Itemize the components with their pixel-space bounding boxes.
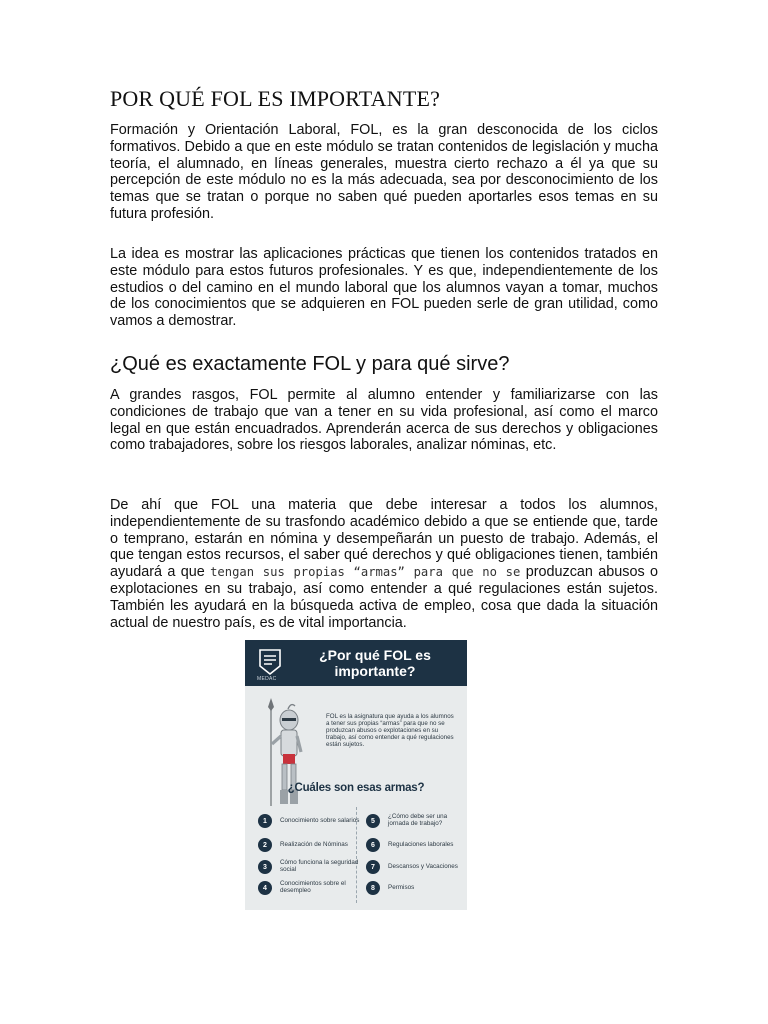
weapon-item bbox=[258, 810, 360, 832]
item-label: ¿Cómo debe ser una jornada de trabajo? bbox=[388, 813, 448, 827]
item-number-badge: 6 bbox=[366, 838, 380, 852]
weapon-item bbox=[366, 810, 467, 832]
idea-paragraph: La idea es mostrar las aplicaciones prácticas que tienen los contenidos tratados en este módulo para estos futuros profesionales. Y es que, independientemente de los estudios o del camino en el mundo laboral que los alumnos vayan a tomar, muchos de los conocimientos que se adquieren en FOL pueden serle de gran utilidad, como vamos a demostrar. bbox=[110, 246, 658, 330]
item-label: Conocimiento sobre salarios bbox=[280, 816, 360, 824]
weapon-item bbox=[366, 834, 467, 856]
weapon-item bbox=[258, 834, 360, 856]
weapon-item bbox=[366, 877, 467, 899]
item-number-badge: 4 bbox=[258, 881, 272, 895]
item-number-badge: 1 bbox=[258, 814, 272, 828]
infographic-header bbox=[245, 640, 467, 686]
item-number-badge: 8 bbox=[366, 881, 380, 895]
weapon-item bbox=[366, 856, 467, 878]
item-label: Cómo funciona la seguridad social bbox=[280, 859, 359, 873]
item-number-badge: 2 bbox=[258, 838, 272, 852]
page-title: POR QUÉ FOL ES IMPORTANTE? bbox=[110, 86, 441, 111]
item-number-badge: 7 bbox=[366, 860, 380, 874]
item-label: Regulaciones laborales bbox=[388, 840, 454, 848]
logo-text: MEDAC bbox=[257, 676, 277, 682]
item-label: Descansos y Vacaciones bbox=[388, 862, 458, 870]
section-heading: ¿Qué es exactamente FOL y para qué sirve? bbox=[110, 353, 510, 375]
item-label: Conocimientos sobre el desempleo bbox=[280, 880, 346, 894]
item-label: Realización de Nóminas bbox=[280, 840, 348, 848]
intro-paragraph: Formación y Orientación Laboral, FOL, es la gran desconocida de los ciclos formativos. Debido a que en este módulo se tratan contenidos de legislación y mucha teoría, el alumnado, en líneas generales, muestra cierto rechazo a él ya que su percepción de este módulo no es la más adecuada, sea por desconocimiento de los temas que se tratan o porque no saben qué pueden aportarles esos temas en su futura profesión. bbox=[110, 122, 658, 222]
paragraph-text-start: De ahí que FOL una materia que debe interesar a todos los alumnos, independientemente de su trasfondo académico debido a que se entiende que, tarde o temprano, estarán en nómina y desempeñarán un puesto de trabajo. Además, el que tengan estos recursos, el saber qué derechos y qué obligaciones tienen, también ayudará a que bbox=[110, 497, 658, 581]
weapon-item bbox=[258, 856, 360, 878]
medac-logo-icon bbox=[258, 648, 282, 678]
item-number-badge: 5 bbox=[366, 814, 380, 828]
weapon-item bbox=[258, 877, 360, 899]
infographic-subtitle: ¿Cuáles son esas armas? bbox=[287, 782, 425, 794]
paragraph-text-mono: tengan sus propias “armas” para que no se bbox=[210, 565, 521, 580]
infographic-title: ¿Por qué FOL es importante? bbox=[319, 647, 431, 679]
importance-paragraph bbox=[110, 497, 658, 631]
paragraph-text-end: produzcan abusos o explotaciones en su trabajo, así como entender a qué regulaciones están sujetos. También les ayudará en la búsqueda activa de empleo, cosa que dada la situación actual de nuestro país, es de vital importancia. bbox=[110, 564, 658, 631]
item-number-badge: 3 bbox=[258, 860, 272, 874]
infographic-image bbox=[245, 640, 467, 910]
infographic-description: FOL es la asignatura que ayuda a los alumnos a tener sus propias “armas” para que no se produzcan abusos o explotaciones en su trabajo, así como entender a qué regulaciones están sujetos. bbox=[326, 713, 454, 748]
definition-paragraph: A grandes rasgos, FOL permite al alumno entender y familiarizarse con las condiciones de trabajo que van a tener en su vida profesional, así como el marco legal en que están encuadrados. Aprenderán acerca de sus derechos y obligaciones como trabajadores, sobre los riesgos laborales, analizar nóminas, etc. bbox=[110, 387, 658, 454]
item-label: Permisos bbox=[388, 883, 415, 891]
